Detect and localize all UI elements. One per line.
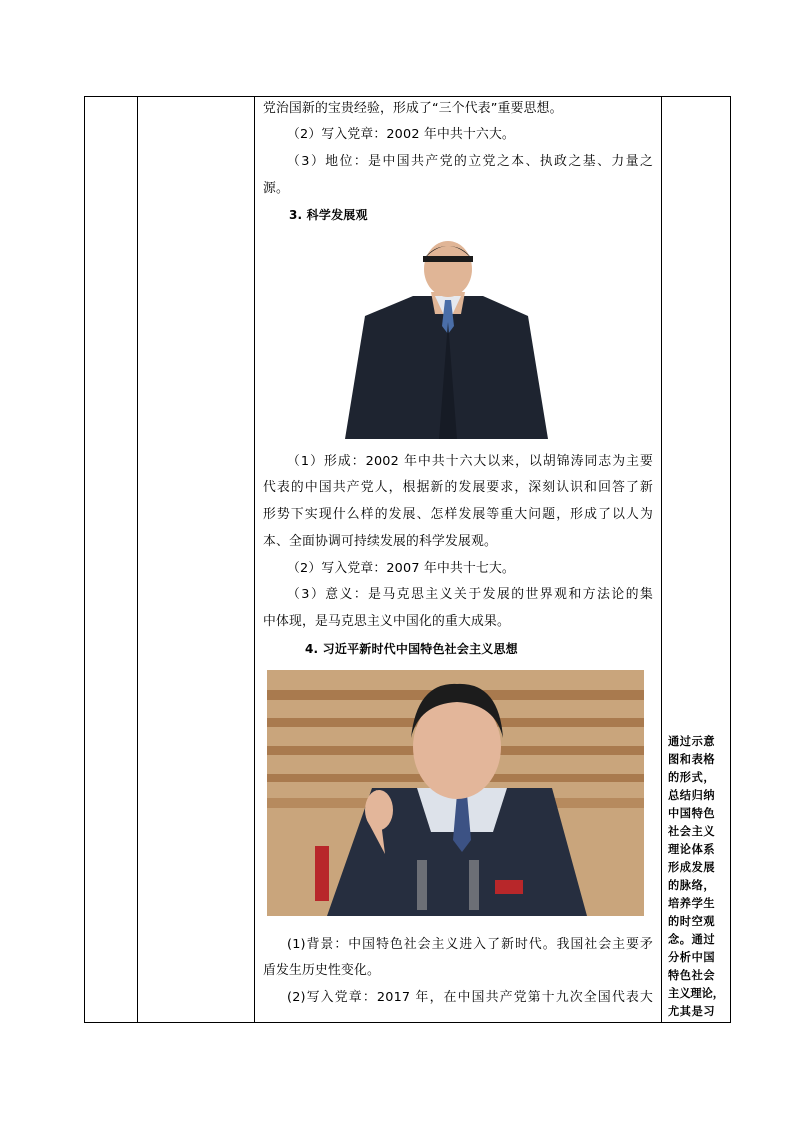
text-line: (1)背景：中国特色社会主义进入了新时代。我国社会主要矛 [287, 937, 653, 952]
column-divider-3 [661, 97, 662, 1022]
note-line: 的脉络， [668, 879, 716, 892]
note-line: 主义理论， [668, 987, 724, 1000]
section-heading: 3. 科学发展观 [289, 208, 368, 222]
note-line: 的时空观 [668, 915, 716, 928]
text-line: 中体现，是马克思主义中国化的重大成果。 [263, 614, 510, 629]
text-line: 形势下实现什么样的发展、怎样发展等重大问题，形成了以人为 [263, 507, 653, 522]
text-line: 盾发生历史性变化。 [263, 963, 380, 978]
note-line: 社会主义 [668, 825, 716, 838]
note-line: 分析中国 [668, 951, 716, 964]
text-line: （2）写入党章：2007 年中共十七大。 [287, 561, 515, 576]
note-line: 图和表格 [668, 753, 716, 766]
note-line: 中国特色 [668, 807, 716, 820]
note-line: 通过示意 [668, 735, 716, 748]
note-line: 特色社会 [668, 969, 716, 982]
text-line: 党治国新的宝贵经验，形成了“三个代表”重要思想。 [263, 101, 563, 116]
content-column [255, 97, 661, 1022]
portrait-photo-hu [343, 234, 553, 439]
text-line: （2）写入党章：2002 年中共十六大。 [287, 127, 515, 142]
note-line: 形成发展 [668, 861, 716, 874]
note-line: 念。通过 [668, 933, 716, 946]
lesson-table [84, 96, 731, 1023]
note-line: 尤其是习 [668, 1005, 716, 1018]
teaching-notes-column [667, 97, 730, 1022]
text-line: （3）地位：是中国共产党的立党之本、执政之基、力量之 [287, 154, 653, 169]
note-line: 的形式， [668, 771, 716, 784]
note-line: 理论体系 [668, 843, 716, 856]
text-line: 源。 [263, 181, 289, 196]
section-heading: 4. 习近平新时代中国特色社会主义思想 [305, 642, 518, 656]
photo-xi [267, 670, 644, 916]
text-line: （3）意义：是马克思主义关于发展的世界观和方法论的集 [287, 587, 653, 602]
note-line: 培养学生 [668, 897, 716, 910]
column-divider-1 [137, 97, 138, 1022]
text-line: （1）形成：2002 年中共十六大以来，以胡锦涛同志为主要 [287, 454, 653, 469]
text-line: 代表的中国共产党人，根据新的发展要求，深刻认识和回答了新 [263, 480, 653, 495]
text-line: (2)写入党章：2017 年，在中国共产党第十九次全国代表大 [287, 990, 653, 1005]
text-line: 本、全面协调可持续发展的科学发展观。 [263, 534, 497, 549]
note-line: 总结归纳 [668, 789, 716, 802]
